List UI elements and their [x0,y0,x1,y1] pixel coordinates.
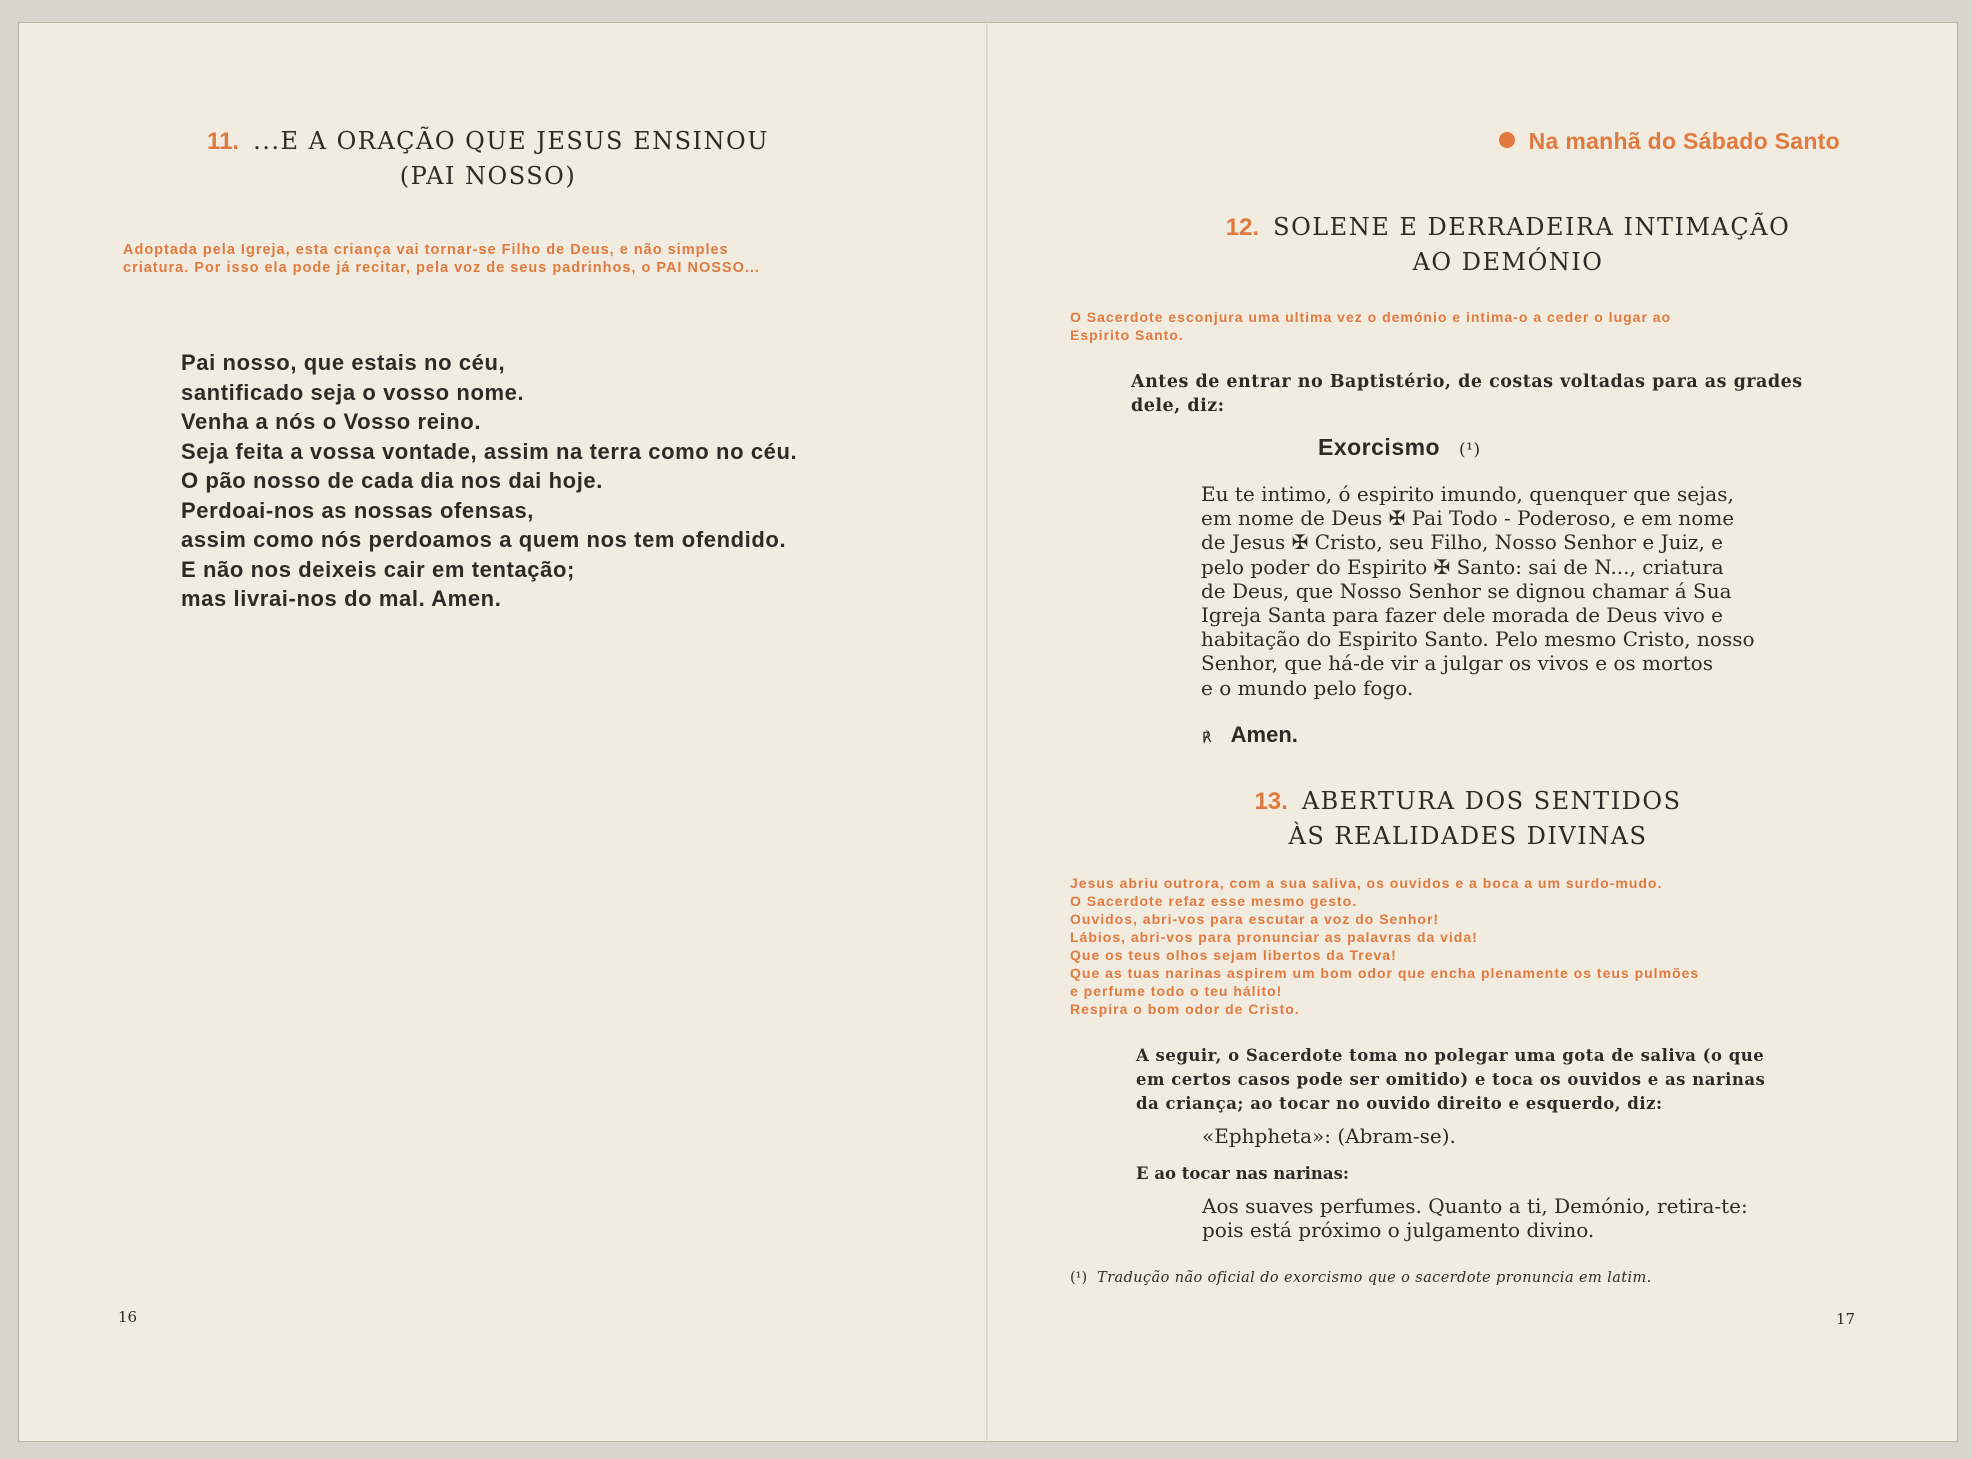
response-icon: ℟ [1202,730,1212,746]
page-number-right: 17 [1836,1310,1856,1328]
page-number-left: 16 [118,1308,138,1326]
rubric-line: Respira o bom odor de Cristo. [1070,1001,1300,1017]
section-12-rubric [1070,308,1850,344]
prayer-line: Perdoai-nos as nossas ofensas, [181,497,535,523]
exorcism-line: de Jesus ✠ Cristo, seu Filho, Nosso Senhor e Juiz, e [1201,530,1723,555]
exorcism-text [1201,482,1841,700]
nostrils-instruction: E ao tocar nas narinas: [1136,1164,1350,1183]
footnote-mark: (¹) [1070,1270,1088,1286]
rubric-line: Jesus abriu outrora, com a sua saliva, os ouvidos e a boca a um surdo-mudo. [1070,875,1663,891]
nostrils-text [1202,1194,1842,1242]
exorcism-line: Senhor, que há-de vir a julgar os vivos e os mortos [1201,651,1713,676]
instruction-line: dele, diz: [1131,396,1225,416]
section-12-title-line2: AO DEMÓNIO [1412,248,1604,276]
instruction-line: em certos casos pode ser omitido) e toca os ouvidos e as narinas [1136,1070,1766,1089]
instruction-line: Antes de entrar no Baptistério, de costas voltadas para as grades [1131,372,1803,392]
exorcism-line: habitação do Espirito Santo. Pelo mesmo Cristo, nosso [1201,627,1755,652]
prayer-line: O pão nosso de cada dia nos dai hoje. [181,468,603,493]
section-11-rubric [123,241,903,277]
ephpheta-line: «Ephpheta»: (Abram-se). [1202,1124,1456,1148]
exorcism-line: de Deus, que Nosso Senhor se dignou chamar á Sua [1201,578,1732,603]
rubric-line: Que os teus olhos sejam libertos da Treva! [1070,947,1397,963]
rubric-line: Que as tuas narinas aspirem um bom odor que encha plenamente os teus pulmões [1070,965,1700,981]
bleed-through-text [208,602,848,1022]
instruction-line: da criança; ao tocar no ouvido direito e esquerdo, diz: [1136,1094,1663,1113]
section-marker-label: Na manhã do Sábado Santo [1528,128,1840,154]
response-text: Amen. [1230,722,1298,747]
footnote-text: Tradução não oficial do exorcismo que o sacerdote pronuncia em latim. [1097,1270,1652,1286]
section-11-title-line1: ...E A ORAÇÃO QUE JESUS ENSINOU [253,127,769,155]
exorcism-line: Igreja Santa para fazer dele morada de Deus vivo e [1201,603,1723,628]
exorcism-line: pelo poder do Espirito ✠ Santo: sai de N..., criatura [1201,554,1724,579]
section-13-title-line1: ABERTURA DOS SENTIDOS [1301,787,1682,815]
section-13-title-line2: ÀS REALIDADES DIVINAS [1288,822,1648,850]
section-11-number: 11. [207,128,240,155]
prayer-line: assim como nós perdoamos a quem nos tem ofendido. [181,527,787,552]
exorcism-title [1318,434,1481,461]
prayer-line: E não nos deixeis cair em tentação; [181,556,575,582]
instruction-line: A seguir, o Sacerdote toma no polegar uma gota de saliva (o que [1136,1046,1765,1065]
rubric-line: e perfume todo o teu hálito! [1070,983,1283,999]
prayer-line: Pai nosso, que estais no céu, [181,350,506,375]
section-marker [1499,128,1840,155]
prayer-line: santificado seja o vosso nome. [181,379,525,405]
lords-prayer [181,348,797,614]
nostrils-line: pois está próximo o julgamento divino. [1202,1218,1595,1243]
section-13-number: 13. [1254,788,1288,815]
footnote [1070,1270,1652,1286]
prayer-line: Seja feita a vossa vontade, assim na terra como no céu. [181,438,798,464]
section-12-title-line1: SOLENE E DERRADEIRA INTIMAÇÃO [1273,213,1791,241]
footnote-ref: (¹) [1459,440,1481,460]
nostrils-line: Aos suaves perfumes. Quanto a ti, Demónio, retira-te: [1202,1194,1748,1218]
left-page [18,22,986,1442]
response [1202,722,1298,748]
section-12-instruction [1131,370,1831,418]
prayer-line: Venha a nós o Vosso reino. [181,409,482,434]
rubric-line: Espirito Santo. [1070,327,1184,343]
bullet-icon [1499,132,1515,148]
prayer-line: mas livrai-nos do mal. Amen. [181,586,502,611]
section-13-heading [1208,784,1728,853]
section-11-title-line2: (PAI NOSSO) [399,162,577,190]
exorcism-title-text: Exorcismo [1318,434,1441,460]
rubric-line: O Sacerdote refaz esse mesmo gesto. [1070,893,1358,909]
exorcism-line: e o mundo pelo fogo. [1201,675,1414,700]
rubric-line: Adoptada pela Igreja, esta criança vai tornar-se Filho de Deus, e não simples [123,242,729,258]
exorcism-line: em nome de Deus ✠ Pai Todo - Poderoso, e em nome [1201,506,1735,531]
rubric-line: criatura. Por isso ela pode já recitar, pela voz de seus padrinhos, o PAI NOSSO... [123,260,760,276]
rubric-line: Lábios, abri-vos para pronunciar as palavras da vida! [1070,929,1478,945]
right-page [988,22,1958,1442]
exorcism-line: Eu te intimo, ó espirito imundo, quenquer que sejas, [1201,482,1734,506]
rubric-line: O Sacerdote esconjura uma ultima vez o demónio e intima-o a ceder o lugar ao [1070,309,1672,325]
rubric-line: Ouvidos, abri-vos para escutar a voz do Senhor! [1070,911,1440,927]
section-11-heading [98,124,878,193]
section-13-rubric [1070,874,1860,1018]
section-13-instruction [1136,1044,1836,1116]
section-12-number: 12. [1225,214,1260,241]
section-12-heading [1108,210,1908,279]
